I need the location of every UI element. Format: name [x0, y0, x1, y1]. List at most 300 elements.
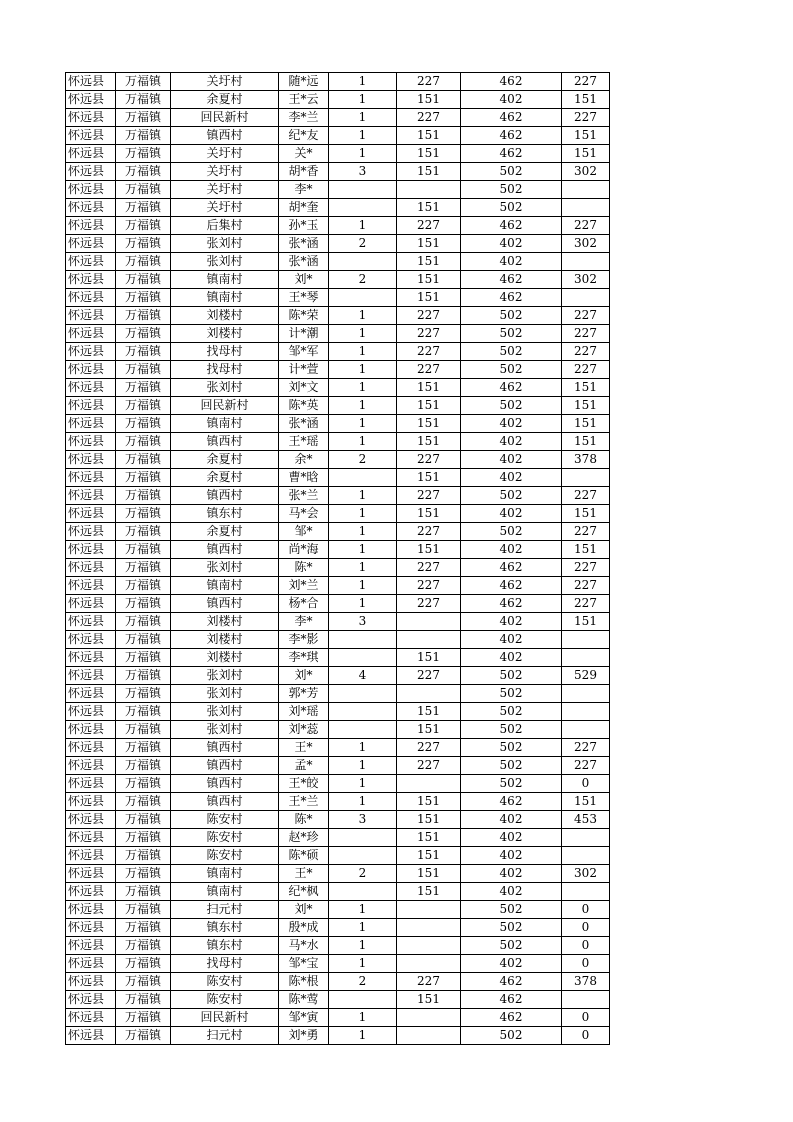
- town-cell: 万福镇: [116, 253, 171, 271]
- town-cell: 万福镇: [116, 631, 171, 649]
- amount-a-cell: [397, 937, 461, 955]
- amount-b-cell: 502: [461, 937, 562, 955]
- household-size-cell: 1: [329, 73, 397, 91]
- amount-c-cell: [562, 721, 610, 739]
- table-row: [66, 469, 610, 487]
- table-row: [66, 505, 610, 523]
- amount-c-cell: [562, 631, 610, 649]
- county-cell: 怀远县: [66, 865, 116, 883]
- household-size-cell: 1: [329, 91, 397, 109]
- amount-a-cell: [397, 1027, 461, 1045]
- town-cell: 万福镇: [116, 217, 171, 235]
- town-cell: 万福镇: [116, 739, 171, 757]
- table-row: [66, 1027, 610, 1045]
- amount-a-cell: 151: [397, 163, 461, 181]
- village-cell: 镇西村: [171, 433, 279, 451]
- county-cell: 怀远县: [66, 127, 116, 145]
- village-cell: 陈安村: [171, 847, 279, 865]
- table-row: [66, 217, 610, 235]
- village-cell: 镇东村: [171, 505, 279, 523]
- data-table: [65, 72, 610, 1045]
- village-cell: 镇西村: [171, 793, 279, 811]
- table-row: [66, 127, 610, 145]
- name-cell: 张*涵: [279, 253, 329, 271]
- county-cell: 怀远县: [66, 487, 116, 505]
- name-cell: 刘*兰: [279, 577, 329, 595]
- amount-c-cell: 151: [562, 505, 610, 523]
- village-cell: 关圩村: [171, 163, 279, 181]
- village-cell: 关圩村: [171, 181, 279, 199]
- amount-b-cell: 502: [461, 703, 562, 721]
- amount-c-cell: 151: [562, 397, 610, 415]
- amount-a-cell: 151: [397, 235, 461, 253]
- town-cell: 万福镇: [116, 649, 171, 667]
- household-size-cell: 1: [329, 541, 397, 559]
- amount-a-cell: 227: [397, 577, 461, 595]
- table-row: [66, 775, 610, 793]
- name-cell: 王*: [279, 865, 329, 883]
- town-cell: 万福镇: [116, 685, 171, 703]
- amount-a-cell: 227: [397, 739, 461, 757]
- amount-b-cell: 462: [461, 577, 562, 595]
- amount-c-cell: 0: [562, 775, 610, 793]
- table-row: [66, 541, 610, 559]
- town-cell: 万福镇: [116, 379, 171, 397]
- name-cell: 孙*玉: [279, 217, 329, 235]
- town-cell: 万福镇: [116, 595, 171, 613]
- amount-b-cell: 502: [461, 325, 562, 343]
- county-cell: 怀远县: [66, 217, 116, 235]
- table-row: [66, 163, 610, 181]
- village-cell: 余夏村: [171, 469, 279, 487]
- household-size-cell: [329, 685, 397, 703]
- household-size-cell: 1: [329, 793, 397, 811]
- amount-a-cell: 227: [397, 343, 461, 361]
- county-cell: 怀远县: [66, 325, 116, 343]
- table-row: [66, 721, 610, 739]
- amount-a-cell: 151: [397, 505, 461, 523]
- amount-b-cell: 462: [461, 73, 562, 91]
- town-cell: 万福镇: [116, 991, 171, 1009]
- table-row: [66, 433, 610, 451]
- table-row: [66, 829, 610, 847]
- amount-c-cell: 0: [562, 901, 610, 919]
- amount-b-cell: 502: [461, 163, 562, 181]
- amount-a-cell: 227: [397, 595, 461, 613]
- name-cell: 邹*: [279, 523, 329, 541]
- village-cell: 找母村: [171, 955, 279, 973]
- town-cell: 万福镇: [116, 271, 171, 289]
- amount-a-cell: 227: [397, 757, 461, 775]
- amount-a-cell: 151: [397, 703, 461, 721]
- amount-a-cell: 151: [397, 433, 461, 451]
- name-cell: 刘*瑶: [279, 703, 329, 721]
- table-row: [66, 793, 610, 811]
- county-cell: 怀远县: [66, 775, 116, 793]
- village-cell: 关圩村: [171, 73, 279, 91]
- table-row: [66, 199, 610, 217]
- amount-a-cell: [397, 685, 461, 703]
- table-row: [66, 271, 610, 289]
- table-row: [66, 613, 610, 631]
- amount-c-cell: [562, 649, 610, 667]
- town-cell: 万福镇: [116, 757, 171, 775]
- county-cell: 怀远县: [66, 991, 116, 1009]
- amount-b-cell: 502: [461, 685, 562, 703]
- name-cell: 郭*芳: [279, 685, 329, 703]
- village-cell: 张刘村: [171, 703, 279, 721]
- village-cell: 刘楼村: [171, 325, 279, 343]
- county-cell: 怀远县: [66, 613, 116, 631]
- county-cell: 怀远县: [66, 253, 116, 271]
- amount-b-cell: 402: [461, 955, 562, 973]
- amount-b-cell: 402: [461, 613, 562, 631]
- village-cell: 关圩村: [171, 145, 279, 163]
- name-cell: 王*兰: [279, 793, 329, 811]
- amount-b-cell: 462: [461, 145, 562, 163]
- town-cell: 万福镇: [116, 847, 171, 865]
- amount-b-cell: 502: [461, 1027, 562, 1045]
- county-cell: 怀远县: [66, 937, 116, 955]
- county-cell: 怀远县: [66, 361, 116, 379]
- county-cell: 怀远县: [66, 199, 116, 217]
- town-cell: 万福镇: [116, 919, 171, 937]
- village-cell: 刘楼村: [171, 307, 279, 325]
- village-cell: 镇南村: [171, 289, 279, 307]
- amount-a-cell: 151: [397, 415, 461, 433]
- county-cell: 怀远县: [66, 235, 116, 253]
- household-size-cell: 1: [329, 415, 397, 433]
- amount-c-cell: 151: [562, 379, 610, 397]
- town-cell: 万福镇: [116, 73, 171, 91]
- amount-a-cell: 151: [397, 91, 461, 109]
- name-cell: 邹*军: [279, 343, 329, 361]
- county-cell: 怀远县: [66, 451, 116, 469]
- amount-c-cell: 227: [562, 361, 610, 379]
- table-row: [66, 73, 610, 91]
- table-row: [66, 757, 610, 775]
- county-cell: 怀远县: [66, 415, 116, 433]
- amount-b-cell: 402: [461, 541, 562, 559]
- town-cell: 万福镇: [116, 901, 171, 919]
- county-cell: 怀远县: [66, 1027, 116, 1045]
- household-size-cell: 1: [329, 109, 397, 127]
- table-body: [66, 73, 610, 1045]
- amount-b-cell: 402: [461, 451, 562, 469]
- name-cell: 陈*英: [279, 397, 329, 415]
- table-row: [66, 181, 610, 199]
- town-cell: 万福镇: [116, 523, 171, 541]
- amount-c-cell: [562, 181, 610, 199]
- amount-b-cell: 462: [461, 271, 562, 289]
- table-row: [66, 559, 610, 577]
- name-cell: 陈*荣: [279, 307, 329, 325]
- amount-a-cell: 151: [397, 721, 461, 739]
- amount-c-cell: 227: [562, 343, 610, 361]
- amount-a-cell: 227: [397, 109, 461, 127]
- amount-c-cell: 151: [562, 415, 610, 433]
- table-row: [66, 595, 610, 613]
- village-cell: 刘楼村: [171, 631, 279, 649]
- amount-b-cell: 402: [461, 829, 562, 847]
- village-cell: 张刘村: [171, 559, 279, 577]
- county-cell: 怀远县: [66, 73, 116, 91]
- household-size-cell: 2: [329, 451, 397, 469]
- county-cell: 怀远县: [66, 343, 116, 361]
- amount-b-cell: 462: [461, 109, 562, 127]
- county-cell: 怀远县: [66, 973, 116, 991]
- amount-a-cell: 151: [397, 289, 461, 307]
- amount-a-cell: 151: [397, 271, 461, 289]
- household-size-cell: [329, 469, 397, 487]
- village-cell: 找母村: [171, 343, 279, 361]
- name-cell: 纪*枫: [279, 883, 329, 901]
- table-row: [66, 883, 610, 901]
- town-cell: 万福镇: [116, 469, 171, 487]
- county-cell: 怀远县: [66, 163, 116, 181]
- village-cell: 镇南村: [171, 865, 279, 883]
- amount-c-cell: 529: [562, 667, 610, 685]
- household-size-cell: 1: [329, 145, 397, 163]
- household-size-cell: 1: [329, 487, 397, 505]
- table-row: [66, 685, 610, 703]
- table-row: [66, 1009, 610, 1027]
- town-cell: 万福镇: [116, 865, 171, 883]
- amount-a-cell: 151: [397, 127, 461, 145]
- amount-b-cell: 402: [461, 415, 562, 433]
- household-size-cell: [329, 829, 397, 847]
- county-cell: 怀远县: [66, 703, 116, 721]
- amount-c-cell: 151: [562, 127, 610, 145]
- amount-a-cell: 227: [397, 451, 461, 469]
- county-cell: 怀远县: [66, 397, 116, 415]
- household-size-cell: [329, 253, 397, 271]
- amount-b-cell: 462: [461, 1009, 562, 1027]
- village-cell: 扫元村: [171, 901, 279, 919]
- table-row: [66, 379, 610, 397]
- table-row: [66, 739, 610, 757]
- amount-b-cell: 502: [461, 667, 562, 685]
- name-cell: 王*: [279, 739, 329, 757]
- village-cell: 余夏村: [171, 91, 279, 109]
- amount-a-cell: 151: [397, 541, 461, 559]
- town-cell: 万福镇: [116, 505, 171, 523]
- table-row: [66, 109, 610, 127]
- amount-a-cell: 227: [397, 73, 461, 91]
- amount-c-cell: [562, 703, 610, 721]
- table-row: [66, 289, 610, 307]
- name-cell: 刘*: [279, 667, 329, 685]
- town-cell: 万福镇: [116, 199, 171, 217]
- amount-c-cell: [562, 685, 610, 703]
- amount-a-cell: 227: [397, 217, 461, 235]
- amount-a-cell: 151: [397, 469, 461, 487]
- name-cell: 张*涵: [279, 415, 329, 433]
- amount-a-cell: 227: [397, 667, 461, 685]
- table-row: [66, 343, 610, 361]
- household-size-cell: 2: [329, 973, 397, 991]
- amount-a-cell: [397, 955, 461, 973]
- name-cell: 张*涵: [279, 235, 329, 253]
- town-cell: 万福镇: [116, 1027, 171, 1045]
- amount-c-cell: [562, 289, 610, 307]
- table-row: [66, 667, 610, 685]
- amount-b-cell: 462: [461, 595, 562, 613]
- amount-c-cell: 151: [562, 541, 610, 559]
- amount-c-cell: 151: [562, 433, 610, 451]
- name-cell: 胡*香: [279, 163, 329, 181]
- amount-c-cell: 378: [562, 973, 610, 991]
- name-cell: 刘*: [279, 271, 329, 289]
- amount-a-cell: [397, 775, 461, 793]
- village-cell: 关圩村: [171, 199, 279, 217]
- amount-c-cell: 302: [562, 235, 610, 253]
- amount-c-cell: [562, 847, 610, 865]
- amount-a-cell: 151: [397, 811, 461, 829]
- town-cell: 万福镇: [116, 811, 171, 829]
- town-cell: 万福镇: [116, 703, 171, 721]
- household-size-cell: 1: [329, 379, 397, 397]
- name-cell: 殷*成: [279, 919, 329, 937]
- household-size-cell: 1: [329, 1009, 397, 1027]
- household-size-cell: 1: [329, 955, 397, 973]
- name-cell: 李*影: [279, 631, 329, 649]
- town-cell: 万福镇: [116, 91, 171, 109]
- amount-c-cell: [562, 829, 610, 847]
- household-size-cell: 1: [329, 325, 397, 343]
- village-cell: 刘楼村: [171, 613, 279, 631]
- county-cell: 怀远县: [66, 685, 116, 703]
- table-row: [66, 361, 610, 379]
- county-cell: 怀远县: [66, 505, 116, 523]
- county-cell: 怀远县: [66, 289, 116, 307]
- county-cell: 怀远县: [66, 739, 116, 757]
- amount-c-cell: 227: [562, 109, 610, 127]
- amount-a-cell: 151: [397, 883, 461, 901]
- table-row: [66, 487, 610, 505]
- amount-a-cell: 151: [397, 865, 461, 883]
- county-cell: 怀远县: [66, 721, 116, 739]
- town-cell: 万福镇: [116, 127, 171, 145]
- village-cell: 张刘村: [171, 667, 279, 685]
- name-cell: 曹*晗: [279, 469, 329, 487]
- household-size-cell: 1: [329, 1027, 397, 1045]
- household-size-cell: 1: [329, 577, 397, 595]
- amount-a-cell: 151: [397, 199, 461, 217]
- amount-b-cell: 462: [461, 217, 562, 235]
- household-size-cell: [329, 847, 397, 865]
- household-size-cell: 1: [329, 757, 397, 775]
- town-cell: 万福镇: [116, 541, 171, 559]
- village-cell: 镇南村: [171, 271, 279, 289]
- amount-c-cell: [562, 253, 610, 271]
- amount-c-cell: 227: [562, 757, 610, 775]
- county-cell: 怀远县: [66, 1009, 116, 1027]
- amount-a-cell: 151: [397, 793, 461, 811]
- amount-a-cell: 151: [397, 847, 461, 865]
- household-size-cell: 1: [329, 901, 397, 919]
- household-size-cell: 1: [329, 397, 397, 415]
- amount-c-cell: [562, 991, 610, 1009]
- table-row: [66, 973, 610, 991]
- village-cell: 余夏村: [171, 451, 279, 469]
- county-cell: 怀远县: [66, 595, 116, 613]
- name-cell: 计*潮: [279, 325, 329, 343]
- name-cell: 马*会: [279, 505, 329, 523]
- amount-b-cell: 402: [461, 865, 562, 883]
- name-cell: 陈*: [279, 559, 329, 577]
- amount-b-cell: 462: [461, 127, 562, 145]
- amount-b-cell: 462: [461, 379, 562, 397]
- amount-c-cell: 378: [562, 451, 610, 469]
- amount-c-cell: 227: [562, 487, 610, 505]
- town-cell: 万福镇: [116, 883, 171, 901]
- village-cell: 找母村: [171, 361, 279, 379]
- village-cell: 回民新村: [171, 109, 279, 127]
- name-cell: 随*远: [279, 73, 329, 91]
- amount-c-cell: 0: [562, 955, 610, 973]
- amount-c-cell: 0: [562, 919, 610, 937]
- amount-b-cell: 462: [461, 793, 562, 811]
- table-row: [66, 91, 610, 109]
- amount-a-cell: 151: [397, 253, 461, 271]
- amount-b-cell: 502: [461, 775, 562, 793]
- town-cell: 万福镇: [116, 955, 171, 973]
- amount-a-cell: [397, 1009, 461, 1027]
- village-cell: 张刘村: [171, 253, 279, 271]
- town-cell: 万福镇: [116, 829, 171, 847]
- county-cell: 怀远县: [66, 109, 116, 127]
- amount-b-cell: 502: [461, 901, 562, 919]
- amount-b-cell: 402: [461, 631, 562, 649]
- household-size-cell: [329, 631, 397, 649]
- household-size-cell: 2: [329, 235, 397, 253]
- household-size-cell: [329, 181, 397, 199]
- table-row: [66, 991, 610, 1009]
- town-cell: 万福镇: [116, 289, 171, 307]
- amount-b-cell: 462: [461, 559, 562, 577]
- village-cell: 镇南村: [171, 883, 279, 901]
- town-cell: 万福镇: [116, 451, 171, 469]
- town-cell: 万福镇: [116, 235, 171, 253]
- name-cell: 李*兰: [279, 109, 329, 127]
- village-cell: 后集村: [171, 217, 279, 235]
- town-cell: 万福镇: [116, 793, 171, 811]
- village-cell: 张刘村: [171, 379, 279, 397]
- village-cell: 余夏村: [171, 523, 279, 541]
- household-size-cell: [329, 199, 397, 217]
- village-cell: 张刘村: [171, 721, 279, 739]
- amount-a-cell: 227: [397, 523, 461, 541]
- county-cell: 怀远县: [66, 379, 116, 397]
- amount-a-cell: 151: [397, 991, 461, 1009]
- village-cell: 陈安村: [171, 811, 279, 829]
- amount-c-cell: 227: [562, 595, 610, 613]
- amount-b-cell: 502: [461, 397, 562, 415]
- table-row: [66, 865, 610, 883]
- county-cell: 怀远县: [66, 577, 116, 595]
- household-size-cell: [329, 289, 397, 307]
- name-cell: 陈*根: [279, 973, 329, 991]
- amount-b-cell: 502: [461, 721, 562, 739]
- amount-c-cell: 453: [562, 811, 610, 829]
- village-cell: 镇西村: [171, 775, 279, 793]
- table-row: [66, 649, 610, 667]
- amount-c-cell: 227: [562, 523, 610, 541]
- table-row: [66, 937, 610, 955]
- county-cell: 怀远县: [66, 181, 116, 199]
- town-cell: 万福镇: [116, 109, 171, 127]
